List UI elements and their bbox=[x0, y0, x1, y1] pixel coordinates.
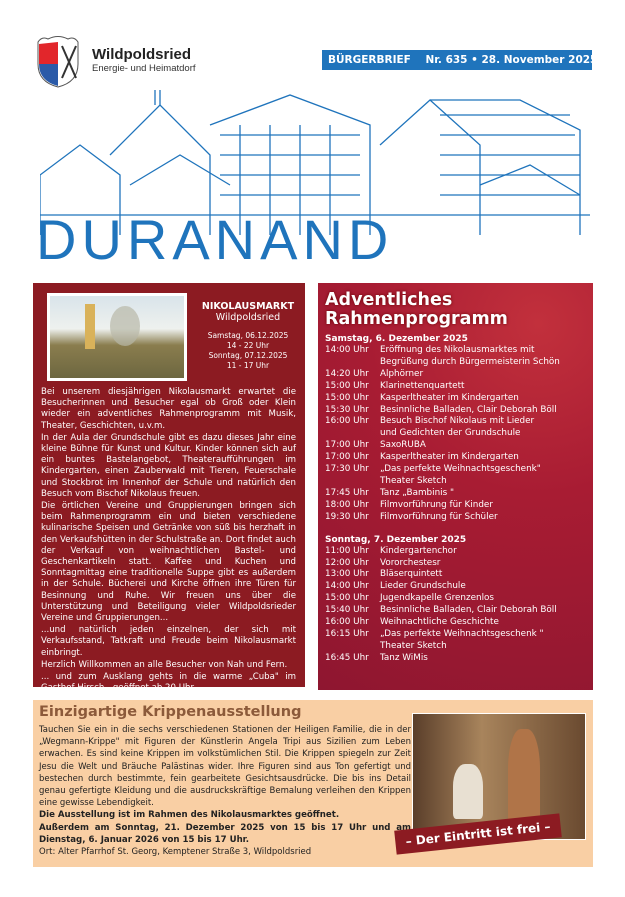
schedule-row bbox=[325, 617, 586, 629]
market-title: NIKOLAUSMARKT bbox=[201, 301, 295, 312]
schedule-row bbox=[325, 440, 586, 452]
schedule-time: 17:45 Uhr bbox=[325, 487, 369, 498]
schedule-event: Alphörner bbox=[380, 368, 424, 379]
paragraph: Bei unserem diesjährigen Nikolausmarkt erwartet die Besucherinnen und Besucher egal ob Groß oder Klein wieder ein adventliches Rahmenprogramm mit Musik, Theater, Geschichten, u.v.m. bbox=[41, 387, 296, 431]
schedule-row bbox=[325, 500, 586, 512]
schedule-row bbox=[325, 629, 586, 641]
schedule-row bbox=[325, 464, 586, 476]
schedule-time: 17:30 Uhr bbox=[325, 464, 369, 475]
schedule-time: 19:30 Uhr bbox=[325, 511, 369, 522]
schedule-row bbox=[325, 581, 586, 593]
schedule-event: Tanz „Bambinis " bbox=[380, 487, 455, 498]
schedule-event: SaxoRUBA bbox=[380, 440, 426, 451]
schedule-event: Besinnliche Balladen, Clair Deborah Böll bbox=[380, 404, 557, 415]
schedule-event: Bläserquintett bbox=[380, 569, 443, 580]
schedule-event: Tanz WiMis bbox=[380, 652, 428, 663]
schedule-event: Weihnachtliche Geschichte bbox=[380, 617, 499, 628]
schedule-time: 18:00 Uhr bbox=[325, 499, 369, 510]
schedule-time: 15:30 Uhr bbox=[325, 404, 369, 415]
program-title bbox=[325, 291, 586, 329]
schedule-time: 11:00 Uhr bbox=[325, 545, 369, 556]
program-title-line: Rahmenprogramm bbox=[325, 309, 508, 329]
krippe-extra-dates: Außerdem am Sonntag, 21. Dezember 2025 von 15 bis 17 Uhr und am Dienstag, 6. Januar 2026 von 15 bis 17 Uhr. bbox=[39, 822, 411, 845]
schedule-event: Jugendkapelle Grenzenlos bbox=[380, 593, 494, 604]
schedule-event: Klarinettenquartett bbox=[380, 380, 465, 391]
coat-of-arms-logo bbox=[34, 34, 82, 88]
schedule-row bbox=[325, 569, 586, 581]
saturday-schedule bbox=[325, 345, 586, 524]
paragraph: Die örtlichen Vereine und Gruppierungen bringen sich beim Rahmenprogramm ein und bieten verschiedene kulinarische Speisen und Getränke von süß bis herzhaft in den Verkaufshütten in der Schulstraße an. Dort findet auch der Verkauf von weihnachtlichen Bastel- und Geschenkartikeln statt. Kaffee und Kuchen und Sonntagmittag eine traditionelle Suppe gibt es außerdem in der Schule. Bücherei und Kirche öffnen ihre Türen für Besinnung und Ruhe. Wir freuen uns über die Unterstützung und Beteiligung vieler Wildpoldsrieder Vereine und Gruppierungen... bbox=[41, 501, 296, 624]
schedule-time: 17:00 Uhr bbox=[325, 440, 369, 451]
market-time: 14 - 22 Uhr bbox=[226, 341, 270, 350]
schedule-event: Kindergartenchor bbox=[380, 545, 457, 556]
schedule-event: Begrüßung durch Bürgermeisterin Schön bbox=[380, 356, 560, 367]
schedule-time: 15:00 Uhr bbox=[325, 380, 369, 391]
schedule-event: Eröffnung des Nikolausmarktes mit bbox=[380, 345, 535, 355]
schedule-row bbox=[325, 558, 586, 570]
schedule-event: Besuch Bischof Nikolaus mit Lieder bbox=[380, 416, 535, 427]
krippe-title: Einzigartige Krippenausstellung bbox=[39, 704, 302, 720]
market-date: Samstag, 06.12.2025 bbox=[207, 331, 289, 340]
market-time: 11 - 17 Uhr bbox=[226, 361, 270, 370]
schedule-row bbox=[325, 369, 586, 381]
schedule-row bbox=[325, 593, 586, 605]
schedule-event: Kasperltheater im Kindergarten bbox=[380, 392, 519, 403]
newsletter-title: DURANAND bbox=[36, 208, 394, 271]
paragraph: ... und zum Ausklang gehts in die warme „Cuba" im Gasthof Hirsch - geöffnet ab 20 Uhr. bbox=[41, 672, 296, 694]
schedule-time bbox=[325, 357, 380, 369]
schedule-time: 16:15 Uhr bbox=[325, 628, 369, 639]
schedule-row bbox=[325, 512, 586, 524]
schedule-event: Filmvorführung für Schüler bbox=[380, 511, 498, 522]
schedule-event: Vororchestesr bbox=[380, 557, 441, 568]
market-place: Wildpoldsried bbox=[215, 312, 281, 323]
org-name: Wildpoldsried bbox=[92, 46, 192, 63]
market-info bbox=[193, 301, 303, 371]
schedule-time bbox=[325, 641, 380, 653]
schedule-time: 17:00 Uhr bbox=[325, 452, 369, 463]
schedule-time bbox=[325, 476, 380, 488]
krippe-location: Ort: Alter Pfarrhof St. Georg, Kemptener Straße 3, Wildpoldsried bbox=[39, 847, 312, 858]
schedule-time: 14:00 Uhr bbox=[325, 581, 369, 592]
schedule-event: Kasperltheater im Kindergarten bbox=[380, 452, 519, 463]
schedule-time: 15:00 Uhr bbox=[325, 392, 369, 403]
schedule-event: „Das perfekte Weihnachtsgeschenk" bbox=[380, 464, 541, 475]
krippe-text: Tauchen Sie ein in die sechs verschiedenen Stationen der Heiligen Familie, die in der „Wegmann-Krippe" mit Figuren der Künstlerin Angela Tripi aus Sizilien zum Leben erwachen. Es sind keine Krippen im volkstümlichen Stil. Die Krippen spiegeln zur Zeit Jesu die Welt und Bräuche Palästinas wider. Ihre Figuren sind aus Ton gefertigt und bestechen durch bestimmte, fein gearbeitete Gesichtsausdrücke. Die bis ins Detail genau gefertigte Kleidung und die ausdruckskräftige Bemalung verleihen den Krippen eine gewisse Lebendigkeit. bbox=[39, 725, 411, 809]
schedule-event: „Das perfekte Weihnachtsgeschenk " bbox=[380, 628, 544, 639]
schedule-row bbox=[325, 428, 586, 440]
schedule-row bbox=[325, 452, 586, 464]
schedule-row bbox=[325, 476, 586, 488]
schedule-row bbox=[325, 653, 586, 665]
paragraph: Herzlich Willkommen an alle Besucher von Nah und Fern. bbox=[41, 659, 288, 670]
issue-bar: BÜRGERBRIEF Nr. 635 • 28. November 2025 bbox=[322, 50, 592, 70]
schedule-time: 16:00 Uhr bbox=[325, 416, 369, 427]
schedule-time bbox=[325, 428, 380, 440]
schedule-time: 15:40 Uhr bbox=[325, 605, 369, 616]
day-heading-saturday: Samstag, 6. Dezember 2025 bbox=[325, 334, 468, 344]
day-heading-sunday: Sonntag, 7. Dezember 2025 bbox=[325, 534, 467, 545]
krippe-opening: Die Ausstellung ist im Rahmen des Nikolausmarktes geöffnet. bbox=[39, 810, 340, 821]
schedule-row bbox=[325, 546, 586, 558]
schedule-time: 15:00 Uhr bbox=[325, 593, 369, 604]
sunday-schedule bbox=[325, 546, 586, 665]
schedule-time: 14:20 Uhr bbox=[325, 368, 369, 379]
schedule-row bbox=[325, 416, 586, 428]
market-date: Sonntag, 07.12.2025 bbox=[208, 351, 288, 360]
schedule-row bbox=[325, 641, 586, 653]
schedule-event: und Gedichten der Grundschule bbox=[380, 428, 521, 439]
schedule-time: 13:00 Uhr bbox=[325, 569, 369, 580]
schedule-time: 12:00 Uhr bbox=[325, 557, 369, 568]
org-name-block bbox=[92, 46, 196, 74]
schedule-row bbox=[325, 357, 586, 369]
schedule-time: 16:00 Uhr bbox=[325, 617, 369, 628]
schedule-event: Theater Sketch bbox=[380, 640, 447, 651]
free-entry-banner: – Der Eintritt ist frei – bbox=[394, 813, 562, 854]
paragraph: ...und natürlich jeden einzelnen, der sich mit Verkaufsstand, Tatkraft und Freude beim Nikolausmarkt einbringt. bbox=[41, 625, 296, 658]
krippe-section bbox=[33, 700, 593, 867]
schedule-row bbox=[325, 605, 586, 617]
program-section bbox=[318, 283, 593, 690]
schedule-row bbox=[325, 345, 586, 357]
schedule-row bbox=[325, 488, 586, 500]
paragraph: In der Aula der Grundschule gibt es dazu dieses Jahr eine kleine Bühne für Kunst und Kultur. Kinder können sich auf ein buntes Bastelangebot, Theateraufführungen im Kindergarten, einen Zauberwald mit Tieren, Feuerschale und Stockbrot im Innenhof der Schule und natürlich den Besuch vom Bischof Nikolaus freuen. bbox=[41, 432, 296, 499]
org-subtitle: Energie- und Heimatdorf bbox=[92, 63, 196, 74]
schedule-event: Besinnliche Balladen, Clair Deborah Böll bbox=[380, 605, 557, 616]
nikolausmarkt-section bbox=[33, 283, 305, 694]
schedule-event: Lieder Grundschule bbox=[380, 581, 466, 592]
schedule-row bbox=[325, 405, 586, 417]
schedule-row bbox=[325, 393, 586, 405]
schedule-event: Theater Sketch bbox=[380, 475, 447, 486]
schedule-time: 14:00 Uhr bbox=[325, 345, 369, 355]
program-title-line: Adventliches bbox=[325, 290, 453, 310]
schedule-event: Filmvorführung für Kinder bbox=[380, 499, 493, 510]
schedule-row bbox=[325, 381, 586, 393]
market-painting-image bbox=[47, 293, 187, 381]
schedule-time: 16:45 Uhr bbox=[325, 652, 369, 663]
